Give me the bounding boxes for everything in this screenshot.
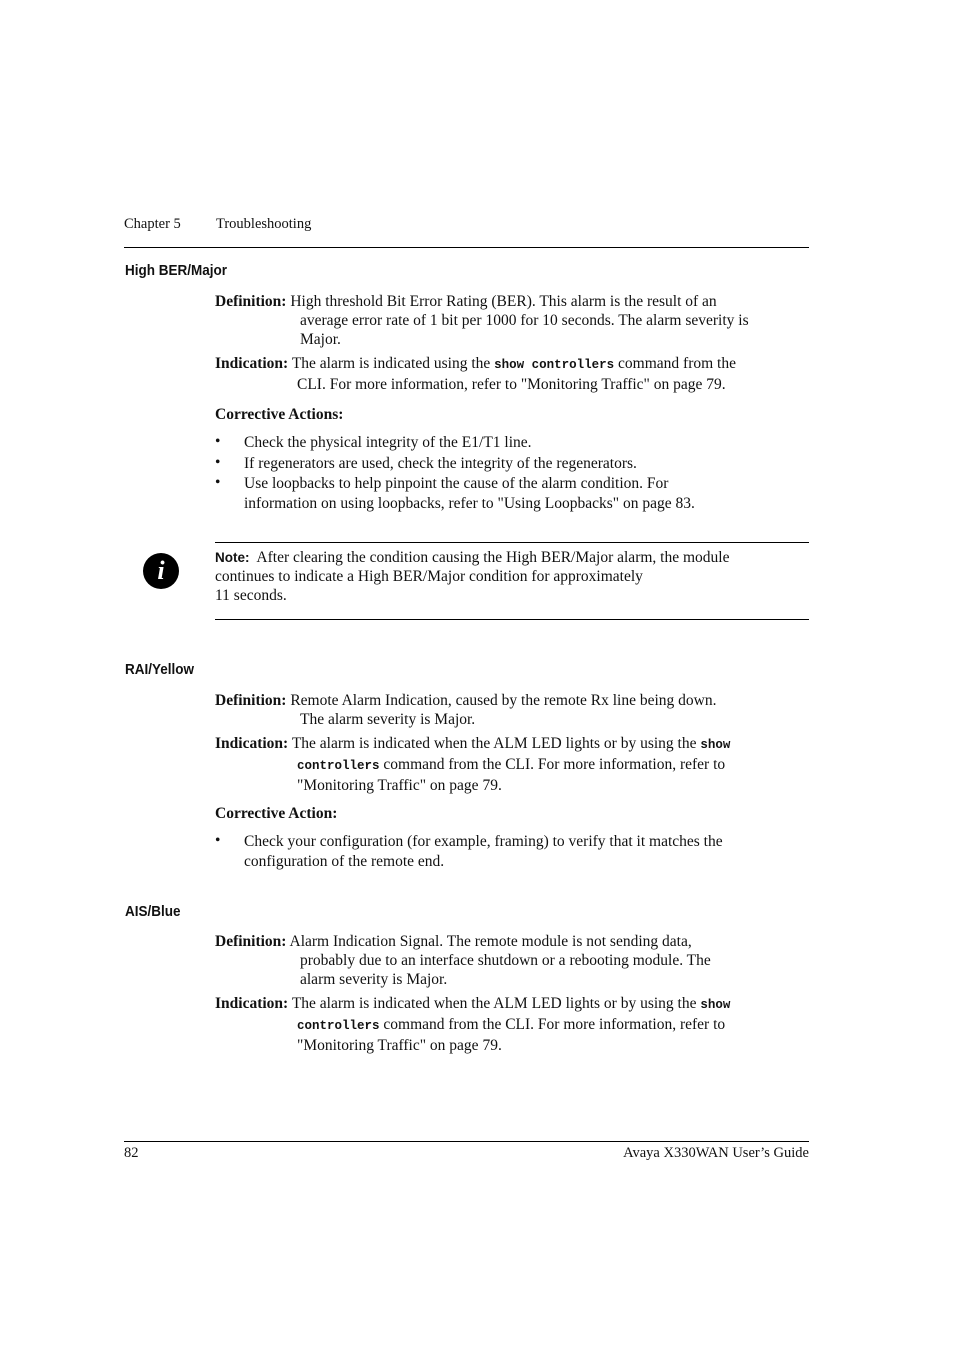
note-bottom-rule (215, 619, 809, 620)
indication-text: command from the CLI. For more information, refer to (383, 1016, 726, 1033)
command-code: controllers (297, 1019, 380, 1033)
section-heading-ais-blue: AIS/Blue (125, 903, 181, 920)
indication-text: "Monitoring Traffic" on page 79. (297, 777, 502, 794)
definition-text: Remote Alarm Indication, caused by the remote Rx line being down. (290, 692, 717, 709)
definition-text: The alarm severity is Major. (300, 711, 476, 728)
header-rule (124, 247, 809, 248)
note-top-rule (215, 542, 809, 543)
indication-text: command from the (618, 355, 736, 372)
note-text: 11 seconds. (215, 587, 287, 604)
indication-text: "Monitoring Traffic" on page 79. (297, 1037, 502, 1054)
rai-indication (215, 734, 809, 795)
list-item: Check the physical integrity of the E1/T1 line. (244, 434, 532, 451)
indication-text: command from the CLI. For more information, refer to (383, 756, 726, 773)
chapter-title: Troubleshooting (216, 216, 312, 232)
definition-text: alarm severity is Major. (300, 971, 448, 988)
note-label: Note: (215, 550, 250, 565)
note-text: After clearing the condition causing the High BER/Major alarm, the module (256, 549, 730, 566)
indication-label: Indication: (215, 355, 289, 372)
indication-text: The alarm is indicated when the ALM LED lights or by using the (291, 995, 697, 1012)
bullet: • (215, 454, 221, 471)
info-icon: i (143, 553, 179, 589)
definition-label: Definition: (215, 692, 287, 709)
list-item-text: Use loopbacks to help pinpoint the cause of the alarm condition. For (244, 475, 669, 492)
list-item-text: Check your configuration (for example, framing) to verify that it matches the (244, 833, 723, 850)
corrective-action-label: Corrective Action: (215, 805, 338, 822)
bullet: • (215, 832, 221, 849)
section-heading-high-ber: High BER/Major (125, 262, 228, 279)
list-item-text: information on using loopbacks, refer to "Using Loopbacks" on page 83. (244, 494, 695, 512)
note-block (215, 548, 809, 605)
definition-label: Definition: (215, 293, 287, 310)
bullet: • (215, 474, 221, 491)
list-item: If regenerators are used, check the integrity of the regenerators. (244, 455, 637, 472)
command-code: show controllers (494, 358, 615, 372)
ais-indication (215, 994, 809, 1055)
definition-text: High threshold Bit Error Rating (BER). This alarm is the result of an (290, 293, 717, 310)
command-code: show (700, 998, 731, 1012)
definition-text: Major. (300, 331, 341, 348)
indication-text: The alarm is indicated using the (291, 355, 491, 372)
guide-title: Avaya X330WAN User’s Guide (623, 1145, 809, 1161)
chapter-label: Chapter 5 (124, 216, 181, 232)
indication-text: The alarm is indicated when the ALM LED lights or by using the (291, 735, 697, 752)
rai-definition (215, 691, 809, 729)
note-text: continues to indicate a High BER/Major condition for approximately (215, 568, 643, 585)
command-code: controllers (297, 759, 380, 773)
list-item (244, 832, 804, 871)
indication-text: CLI. For more information, refer to "Monitoring Traffic" on page 79. (297, 376, 726, 393)
bullet: • (215, 433, 221, 450)
list-item-text: configuration of the remote end. (244, 852, 445, 870)
list-item (244, 474, 804, 513)
ais-definition (215, 932, 809, 989)
command-code: show (700, 738, 731, 752)
definition-label: Definition: (215, 933, 287, 950)
indication-label: Indication: (215, 995, 289, 1012)
corrective-actions-label: Corrective Actions: (215, 406, 344, 423)
section-heading-rai-yellow: RAI/Yellow (125, 661, 195, 678)
page-number: 82 (124, 1145, 139, 1161)
high-ber-indication (215, 354, 809, 394)
definition-text: probably due to an interface shutdown or a rebooting module. The (300, 952, 711, 969)
high-ber-definition (215, 292, 809, 349)
indication-label: Indication: (215, 735, 289, 752)
footer-rule (124, 1141, 809, 1142)
definition-text: average error rate of 1 bit per 1000 for 10 seconds. The alarm severity is (300, 312, 749, 329)
definition-text: Alarm Indication Signal. The remote module is not sending data, (289, 933, 692, 950)
